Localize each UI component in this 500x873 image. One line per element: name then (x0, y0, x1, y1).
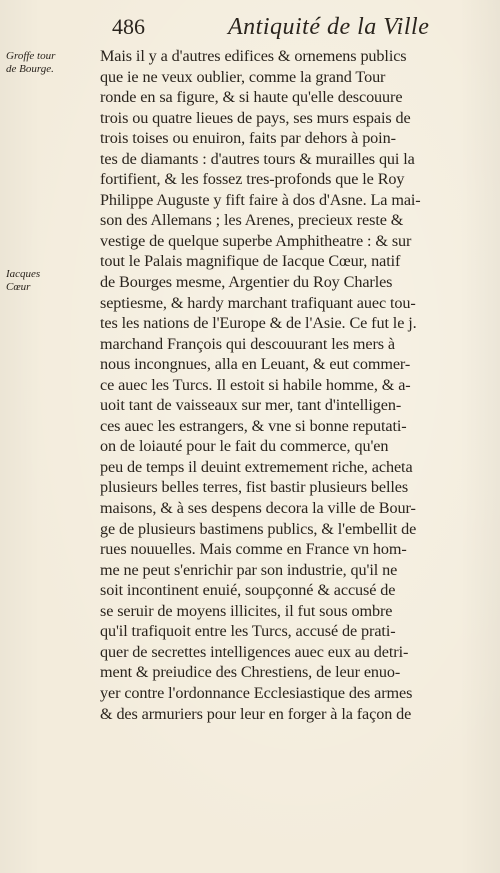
text-line: se seruir de moyens illicites, il fut sous ombre (100, 601, 393, 620)
margin-note-line: Cœur (6, 281, 31, 293)
text-line: plusieurs belles terres, fist bastir plusieurs belles (100, 478, 409, 497)
body-text (100, 46, 490, 724)
text-line: ment & preiudice des Chrestiens, de leur enuo- (100, 663, 401, 682)
text-line: on de loiauté pour le fait du commerce, qu'en (100, 437, 389, 456)
text-line: tout le Palais magnifique de Iacque Cœur, natif (100, 252, 401, 271)
margin-note-line: Groffe tour (6, 50, 56, 62)
text-line: yer contre l'ordonnance Ecclesiastique des armes (100, 683, 413, 702)
text-line: qu'il trafiquoit entre les Turcs, accusé de prati- (100, 622, 396, 641)
margin-note-grosse-tour (6, 50, 55, 76)
text-line: son des Allemans ; les Arenes, precieux reste & (100, 211, 404, 230)
text-line: ge de plusieurs bastimens publics, & l'embellit de (100, 519, 417, 538)
text-line: me ne peut s'enrichir par son industrie, qu'il ne (100, 560, 398, 579)
text-line: vestige de quelque superbe Amphitheatre : & sur (100, 231, 412, 250)
text-line: trois toises ou enuiron, faits par dehors à poin- (100, 129, 396, 148)
running-title: Antiquité de la Ville (228, 14, 430, 40)
margin-note-line: Iacques (6, 268, 41, 280)
text-line: tes de diamants : d'autres tours & murailles qui la (100, 149, 415, 168)
margin-note-line: de Bourge. (6, 63, 54, 75)
text-line: septiesme, & hardy marchant trafiquant auec tou- (100, 293, 416, 312)
margin-note-jacques-coeur (6, 268, 40, 294)
text-line: Mais il y a d'autres edifices & ornemens publics (100, 47, 407, 65)
text-line: Philippe Auguste y fift faire à dos d'Asne. La mai- (100, 190, 421, 209)
text-line: & des armuriers pour leur en forger à la façon de (100, 704, 412, 723)
text-line: quer de secrettes intelligences auec eux au detri- (100, 642, 409, 661)
text-line: ces auec les estrangers, & vne si bonne reputati- (100, 416, 407, 435)
text-line: uoit tant de vaisseaux sur mer, tant d'intelligen- (100, 396, 402, 415)
text-line: rues nouuelles. Mais comme en France vn hom- (100, 540, 407, 559)
text-line: ce auec les Turcs. Il estoit si habile homme, & a- (100, 375, 411, 394)
page-header (112, 14, 492, 44)
text-line: trois ou quatre lieues de pays, ses murs espais de (100, 108, 411, 127)
text-line: ronde en sa figure, & si haute qu'elle descouure (100, 88, 403, 107)
text-line: tes les nations de l'Europe & de l'Asie. Ce fut le j. (100, 314, 417, 333)
text-line: maisons, & à ses despens decora la ville de Bour- (100, 499, 416, 518)
text-line: peu de temps il deuint extremement riche, acheta (100, 457, 413, 476)
page-number: 486 (112, 14, 145, 39)
text-line: soit incontinent enuié, soupçonné & accusé de (100, 581, 396, 600)
text-line: fortifient, & les fossez tres-profonds que le Roy (100, 170, 405, 189)
text-line: marchand François qui descouurant les mers à (100, 334, 395, 353)
text-line: nous incongnues, alla en Leuant, & eut commer- (100, 355, 411, 374)
text-line: de Bourges mesme, Argentier du Roy Charles (100, 273, 393, 292)
text-line: que ie ne veux oublier, comme la grand Tour (100, 67, 386, 86)
